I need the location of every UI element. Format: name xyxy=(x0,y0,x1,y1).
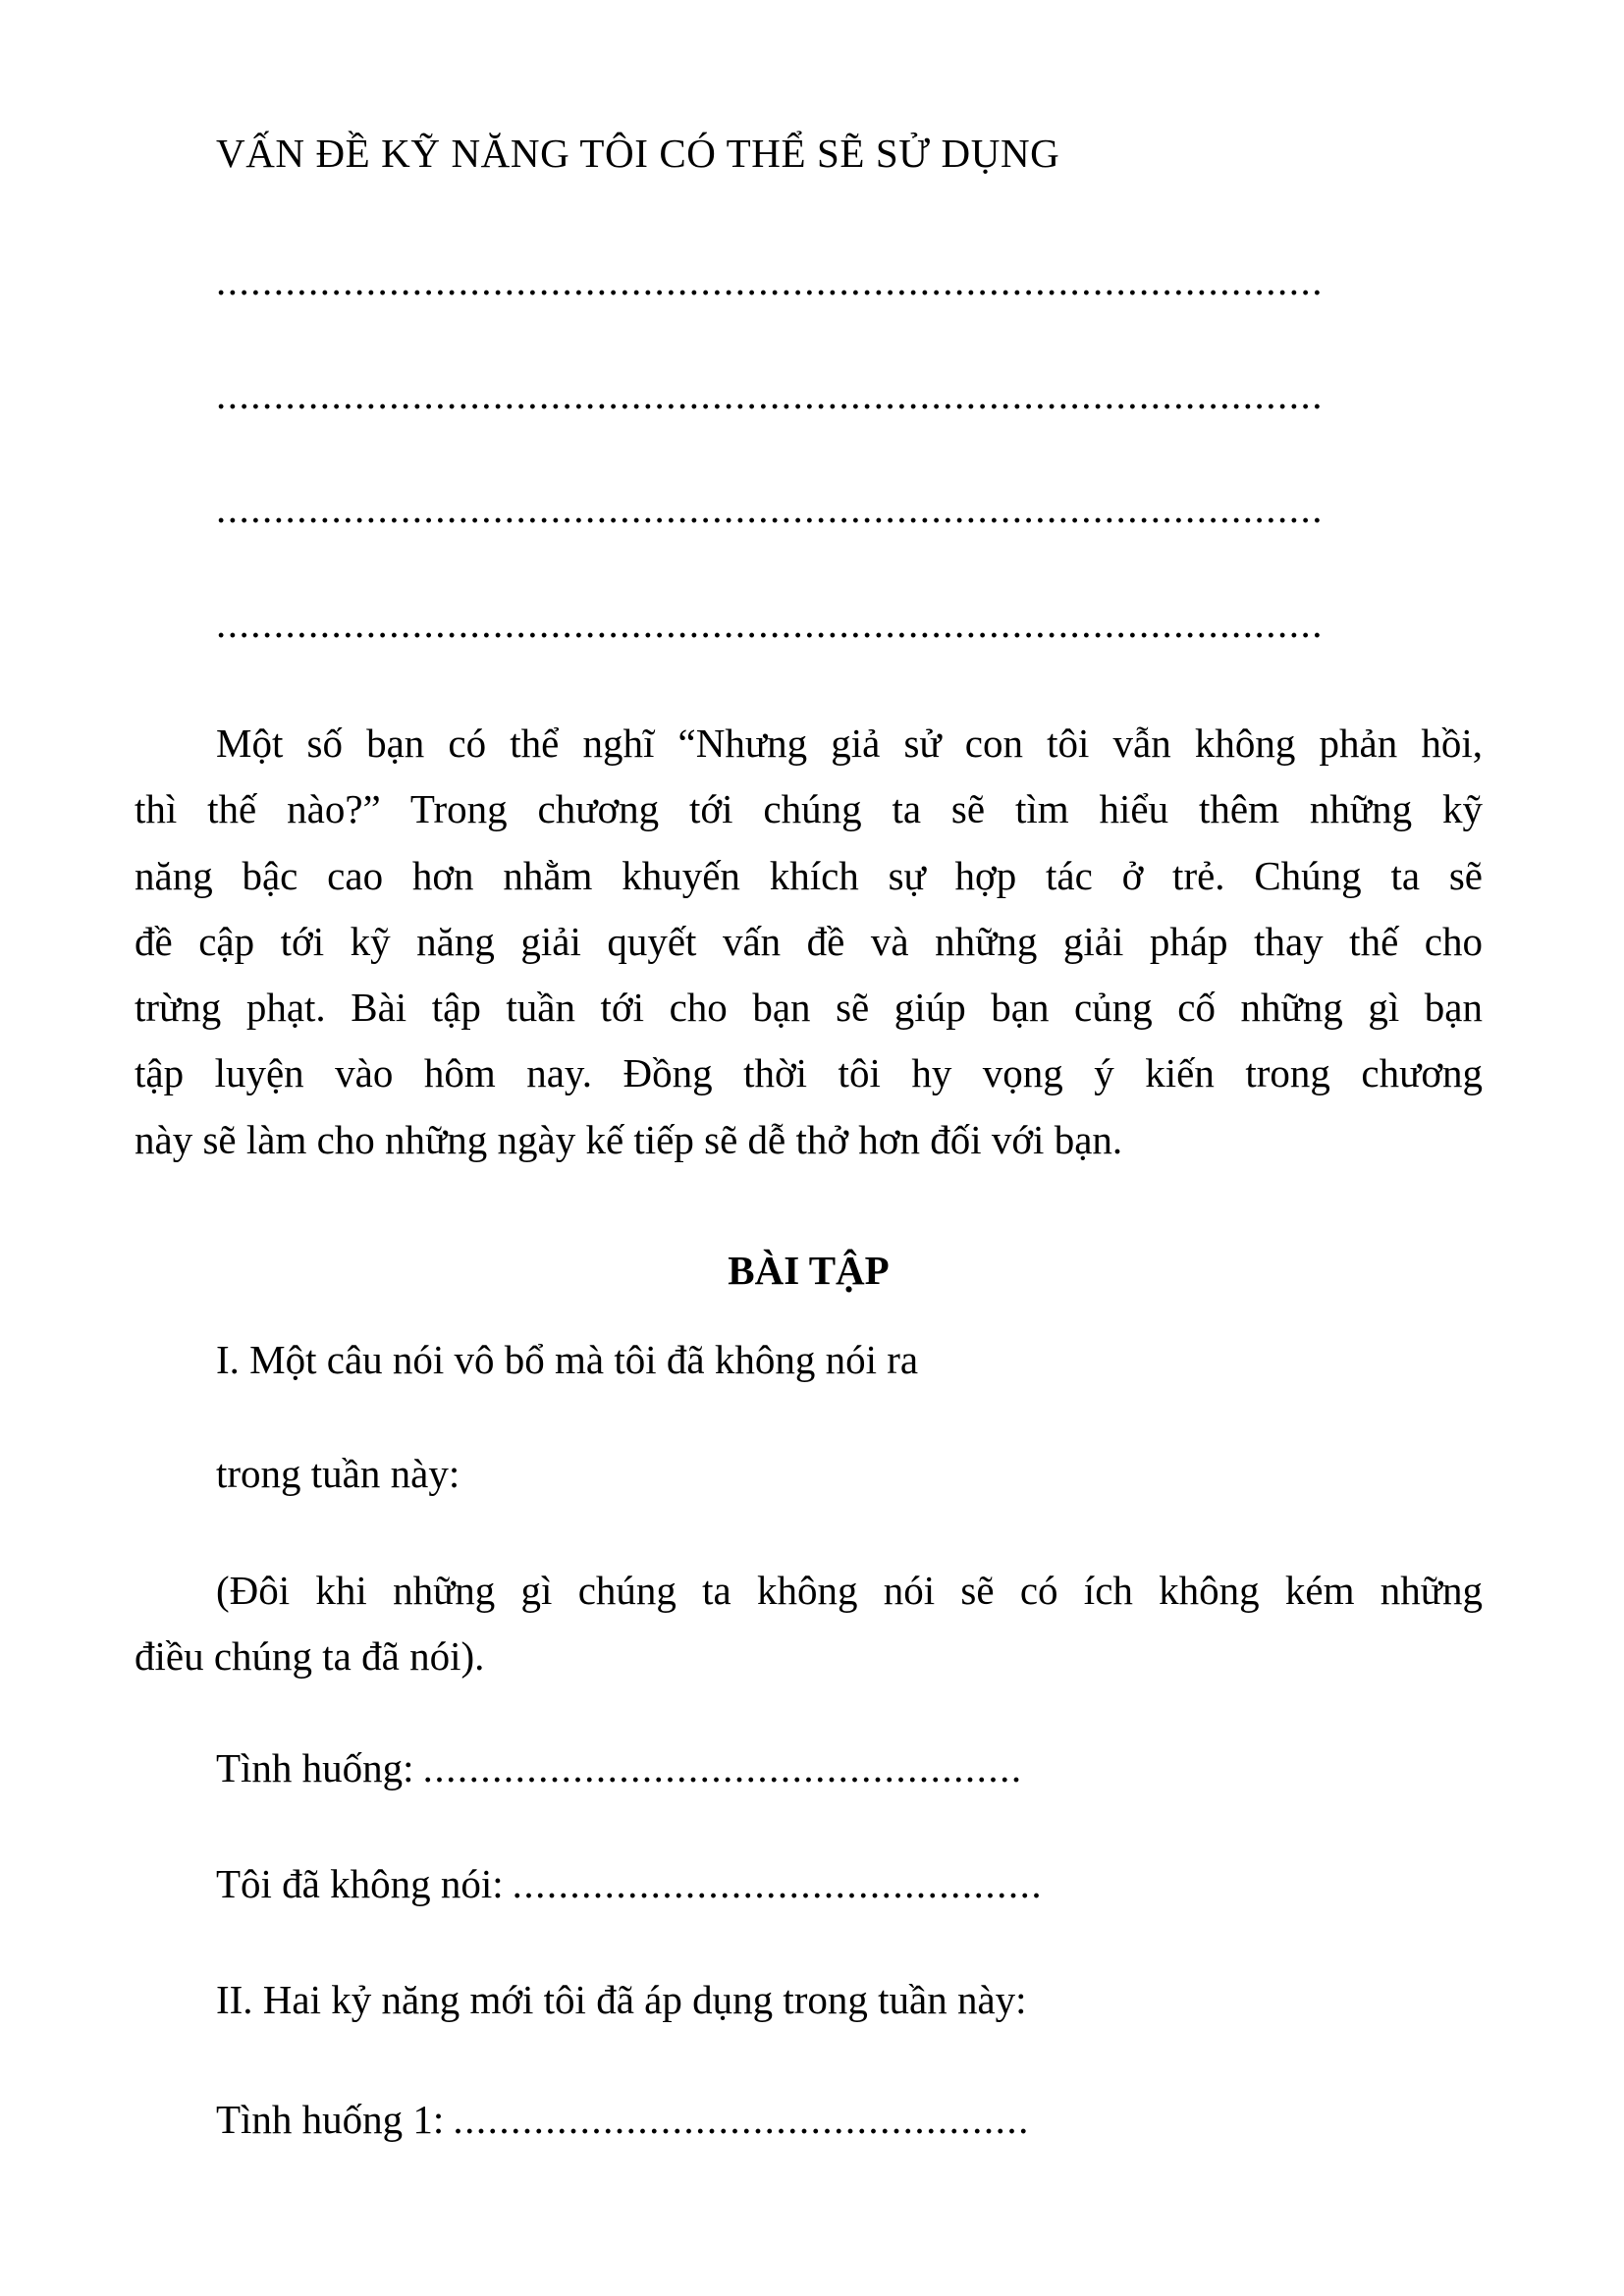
paragraph-line: này sẽ làm cho những ngày kế tiếp sẽ dễ thở hơn đối với bạn. xyxy=(135,1116,1123,1162)
blank-line: ................................................................................................ xyxy=(216,486,1324,531)
unsaid-blank: .............................................. xyxy=(512,1861,1044,1906)
blank-line: ................................................................................................ xyxy=(216,601,1324,646)
item-i-note xyxy=(135,1558,1483,1690)
paragraph-line: Một số bạn có thể nghĩ “Nhưng giả sử con tôi vẫn không phản hồi, xyxy=(216,721,1483,766)
body-paragraph xyxy=(135,711,1483,1173)
paragraph-line: thì thế nào?” Trong chương tới chúng ta sẽ tìm hiểu thêm những kỹ xyxy=(135,786,1483,832)
item-ii-title: II. Hai kỷ năng mới tôi đã áp dụng trong tuần này: xyxy=(216,1977,1027,2022)
situation1-label: Tình huống 1: xyxy=(216,2097,445,2142)
paragraph-line: trừng phạt. Bài tập tuần tới cho bạn sẽ giúp bạn củng cố những gì bạn xyxy=(135,985,1483,1031)
blank-line: ................................................................................................ xyxy=(216,372,1324,417)
paragraph-line: năng bậc cao hơn nhằm khuyến khích sự hợp tác ở trẻ. Chúng ta sẽ xyxy=(135,852,1483,898)
item-i-title-line2: trong tuần này: xyxy=(216,1451,460,1496)
section-heading: VẤN ĐỀ KỸ NĂNG TÔI CÓ THỂ SẼ SỬ DỤNG xyxy=(216,131,1060,176)
situation1-blank: .................................................. xyxy=(453,2097,1030,2142)
unsaid-label: Tôi đã không nói: xyxy=(216,1861,504,1906)
item-i-title-line1: I. Một câu nói vô bổ mà tôi đã không nói ra xyxy=(216,1337,919,1382)
situation1-field xyxy=(216,2095,1030,2144)
situation-blank: .................................................... xyxy=(422,1745,1023,1790)
paragraph-line: đề cập tới kỹ năng giải quyết vấn đề và những giải pháp thay thế cho xyxy=(135,918,1483,964)
exercise-heading: BÀI TẬP xyxy=(728,1248,890,1293)
note-line: (Đôi khi những gì chúng ta không nói sẽ có ích không kém những xyxy=(216,1568,1483,1613)
unsaid-field xyxy=(216,1859,1043,1908)
situation-field xyxy=(216,1743,1023,1792)
blank-line: ................................................................................................ xyxy=(216,258,1324,303)
paragraph-line: tập luyện vào hôm nay. Đồng thời tôi hy vọng ý kiến trong chương xyxy=(135,1050,1483,1096)
situation-label: Tình huống: xyxy=(216,1745,414,1790)
note-line: điều chúng ta đã nói). xyxy=(135,1633,485,1680)
